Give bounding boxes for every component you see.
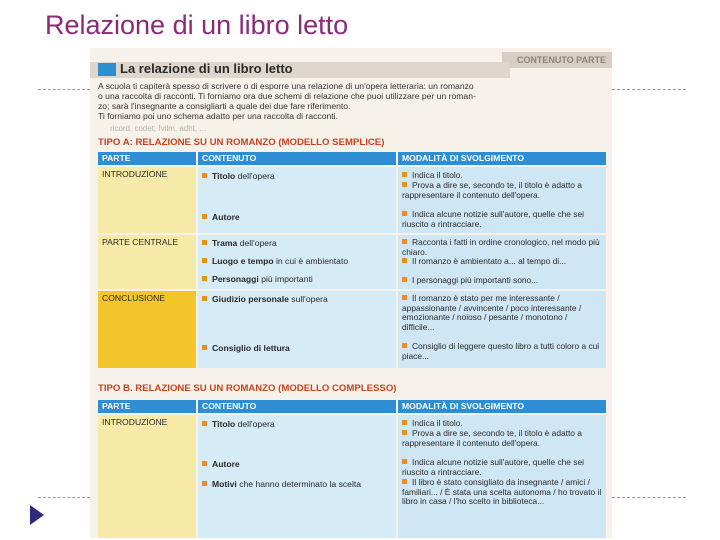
list-item: Titolo dell'opera bbox=[202, 419, 392, 429]
table-b-mode-introduzione bbox=[398, 415, 606, 538]
divider-bottom-right bbox=[612, 497, 686, 498]
table-a-title: TIPO A: RELAZIONE SU UN ROMANZO (MODELLO SEMPLICE) bbox=[98, 137, 385, 148]
divider-bottom-left bbox=[38, 497, 90, 498]
table-b bbox=[98, 400, 606, 538]
list-item: Prova a dire se, secondo te, il titolo è adatto a rappresentare il contenuto dell'opera. bbox=[402, 180, 582, 200]
part-label: INTRODUZIONE bbox=[102, 169, 168, 179]
list-item: Il romanzo è stato per me interessante / appassionante / avvincente / poco interessante / emozionante / noioso / pesante / monotono / difficile... bbox=[402, 293, 582, 332]
bullet-icon bbox=[202, 421, 207, 426]
table-a-content-conclusione bbox=[198, 291, 396, 368]
table-a bbox=[98, 152, 606, 368]
bullet-icon bbox=[202, 296, 207, 301]
bullet-icon bbox=[202, 461, 207, 466]
bullet-icon bbox=[402, 430, 407, 435]
divider-top-right bbox=[612, 89, 686, 90]
list-item: Indica alcune notizie sull'autore, quelle che sei riuscito a rintracciare. bbox=[402, 457, 584, 477]
table-b-part-introduzione bbox=[98, 415, 196, 538]
bullet-icon bbox=[202, 240, 207, 245]
table-a-content-centrale bbox=[198, 235, 396, 289]
table-a-part-introduzione bbox=[98, 167, 196, 233]
page-heading: La relazione di un libro letto bbox=[120, 61, 293, 76]
list-item: Personaggi più importanti bbox=[202, 274, 392, 284]
bullet-icon bbox=[202, 258, 207, 263]
intro-text bbox=[98, 81, 606, 121]
table-a-part-centrale bbox=[98, 235, 196, 289]
intro-line: A scuola ti capiterà spesso di scrivere o di esporre una relazione di un'opera letteraria: un romanzo bbox=[98, 81, 474, 91]
table-a-header-mode: MODALITÀ DI SVOLGIMENTO bbox=[398, 152, 606, 165]
intro-line: zo; sarà l'insegnante a consigliarti a quale dei due fare riferimento. bbox=[98, 101, 351, 111]
bullet-icon bbox=[202, 173, 207, 178]
list-item: Il romanzo è ambientato a... al tempo di... bbox=[402, 257, 602, 267]
bullet-icon bbox=[202, 214, 207, 219]
bullet-icon bbox=[402, 479, 407, 484]
list-item: Luogo e tempo in cui è ambientato bbox=[202, 256, 392, 266]
table-a-header-part: PARTE bbox=[98, 152, 196, 165]
list-item: Indica alcune notizie sull'autore, quelle che sei riuscito a rintracciare. bbox=[402, 209, 584, 229]
table-b-title: TIPO B. RELAZIONE SU UN ROMANZO (MODELLO COMPLESSO) bbox=[98, 383, 397, 394]
bullet-icon bbox=[402, 295, 407, 300]
list-item: Consiglio di lettura bbox=[202, 343, 392, 353]
table-a-mode-centrale bbox=[398, 235, 606, 289]
bullet-icon bbox=[402, 182, 407, 187]
bullet-icon bbox=[402, 211, 407, 216]
list-item: Il libro è stato consigliato da insegnante / amici / familiari... / È stata una scelta autonoma / ho trovato il libro in casa / l'ho scelto in biblioteca... bbox=[402, 477, 602, 507]
list-item: Motivi che hanno determinato la scelta bbox=[202, 479, 392, 489]
bullet-icon bbox=[402, 459, 407, 464]
page-tab: CONTENUTO PARTE bbox=[502, 52, 612, 68]
table-b-header-content: CONTENUTO bbox=[198, 400, 396, 413]
bullet-icon bbox=[202, 276, 207, 281]
bullet-icon bbox=[402, 258, 407, 263]
intro-line: o una raccolta di racconti. Ti forniamo ora due schemi di relazione che puoi utilizzare per un roman- bbox=[98, 91, 476, 101]
table-b-header-part: PARTE bbox=[98, 400, 196, 413]
list-item: Autore bbox=[202, 212, 392, 222]
table-a-content-introduzione bbox=[198, 167, 396, 233]
next-slide-arrow-icon[interactable] bbox=[30, 505, 44, 525]
table-a-mode-conclusione bbox=[398, 291, 606, 368]
bullet-icon bbox=[402, 420, 407, 425]
bullet-icon bbox=[402, 277, 407, 282]
part-label: CONCLUSIONE bbox=[102, 293, 166, 303]
table-a-part-conclusione bbox=[98, 291, 196, 368]
table-b-header-mode: MODALITÀ DI SVOLGIMENTO bbox=[398, 400, 606, 413]
list-item: I personaggi più importanti sono... bbox=[402, 276, 602, 286]
bullet-icon bbox=[202, 481, 207, 486]
list-item: Titolo dell'opera bbox=[202, 171, 392, 181]
list-item: Giudizio personale sull'opera bbox=[202, 294, 392, 304]
scanned-page bbox=[90, 48, 612, 538]
list-item: Racconta i fatti in ordine cronologico, nel modo più chiaro. bbox=[402, 237, 600, 257]
divider-top-left bbox=[38, 89, 90, 90]
slide-title: Relazione di un libro letto bbox=[45, 10, 349, 40]
bullet-icon bbox=[402, 343, 407, 348]
part-label: INTRODUZIONE bbox=[102, 417, 168, 427]
list-item: Autore bbox=[202, 459, 392, 469]
part-label: PARTE CENTRALE bbox=[102, 237, 179, 247]
list-item: Indica il titolo. bbox=[402, 419, 602, 429]
list-item: Indica il titolo. bbox=[402, 171, 602, 181]
table-a-mode-introduzione bbox=[398, 167, 606, 233]
intro-line: Ti forniamo poi uno schema adatto per una raccolta di racconti. bbox=[98, 111, 338, 121]
bullet-icon bbox=[202, 345, 207, 350]
heading-square-icon bbox=[98, 63, 116, 76]
list-item: Trama dell'opera bbox=[202, 238, 392, 248]
faded-text: ricord. codet, Ivilm, adht, ... bbox=[110, 124, 207, 133]
table-b-content-introduzione bbox=[198, 415, 396, 538]
list-item: Prova a dire se, secondo te, il titolo è adatto a rappresentare il contenuto dell'opera. bbox=[402, 428, 582, 448]
bullet-icon bbox=[402, 239, 407, 244]
bullet-icon bbox=[402, 172, 407, 177]
list-item: Consiglio di leggere questo libro a tutti coloro a cui piace... bbox=[402, 341, 600, 361]
table-a-header-content: CONTENUTO bbox=[198, 152, 396, 165]
